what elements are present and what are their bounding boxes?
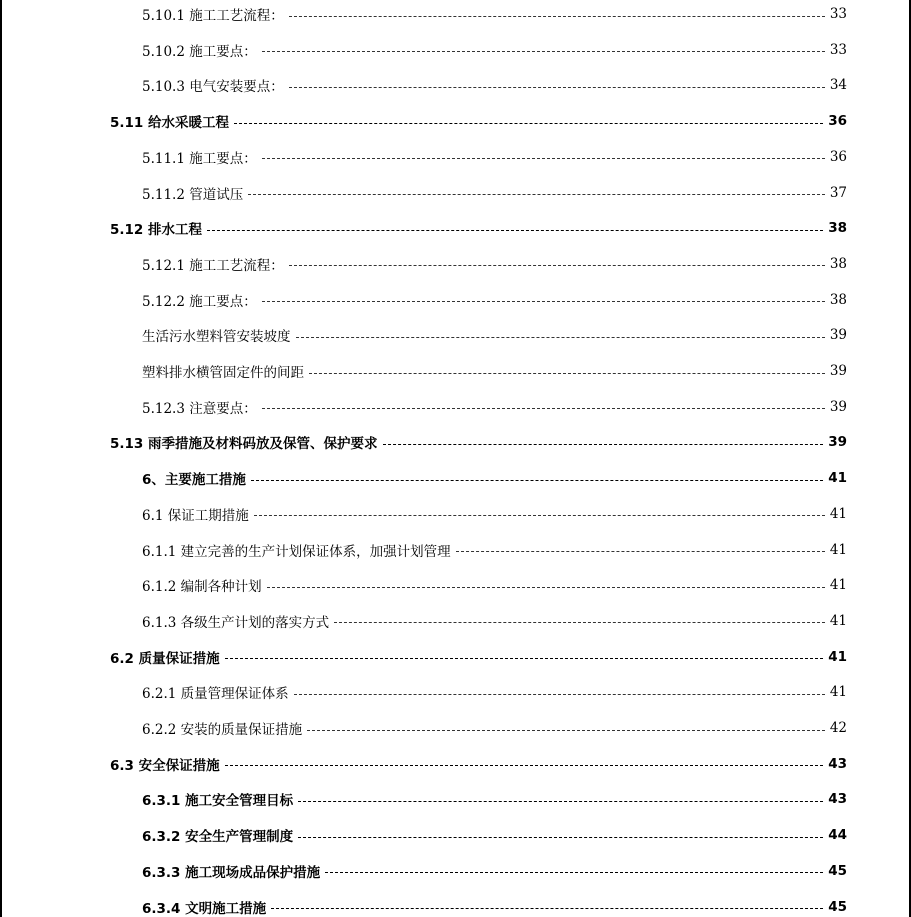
toc-entry-title: 6.2.2 安装的质量保证措施 [142, 722, 303, 738]
toc-entry[interactable] [142, 573, 847, 597]
toc-entry-page-number: 41 [829, 684, 847, 701]
toc-entry-page-number: 39 [829, 398, 847, 415]
toc-leader-dots [254, 515, 825, 516]
toc-entry-title: 6.3.2 安全生产管理制度 [142, 829, 294, 846]
toc-entry-title: 5.11 给水采暖工程 [110, 115, 230, 132]
toc-entry[interactable] [110, 430, 847, 454]
toc-entry-title: 6.3.3 施工现场成品保护措施 [142, 864, 321, 881]
toc-entry-title: 5.10.3 电气安装要点： [142, 79, 284, 96]
toc-entry-title: 6.3.1 施工安全管理目标 [142, 793, 294, 810]
toc-entry[interactable] [110, 109, 847, 133]
toc-entry-page-number: 41 [829, 577, 847, 594]
toc-entry[interactable] [142, 680, 847, 704]
toc-entry-title: 5.12.3 注意要点： [142, 400, 257, 417]
toc-entry[interactable] [142, 823, 847, 847]
toc-entry[interactable] [142, 181, 847, 205]
toc-entry-page-number: 33 [829, 6, 847, 22]
toc-entry[interactable] [142, 395, 847, 419]
toc-entry[interactable] [142, 359, 847, 383]
toc-entry-page-number: 38 [829, 255, 847, 272]
toc-leader-dots [456, 551, 825, 552]
toc-entry-title: 6.2.1 质量管理保证体系 [142, 686, 289, 703]
toc-entry-page-number: 41 [829, 612, 847, 629]
toc-entry-title: 6.1.1 建立完善的生产计划保证体系，加强计划管理 [142, 543, 451, 560]
toc-leader-dots [262, 301, 825, 302]
toc-entry[interactable] [142, 716, 847, 740]
toc-leader-dots [262, 408, 825, 409]
toc-entry-page-number: 41 [829, 541, 847, 558]
toc-entry[interactable] [142, 466, 847, 490]
toc-entry-title: 6.1.3 各级生产计划的落实方式 [142, 614, 330, 631]
toc-entry-title: 生活污水塑料管安装坡度 [142, 329, 291, 346]
toc-leader-dots [383, 444, 824, 445]
toc-entry[interactable] [142, 538, 847, 562]
toc-leader-dots [334, 622, 825, 623]
toc-entry-title: 5.10.1 施工工艺流程： [142, 8, 284, 24]
toc-entry[interactable] [142, 895, 847, 917]
toc-entry-page-number: 39 [828, 434, 847, 451]
toc-entry-page-number: 43 [828, 755, 847, 772]
toc-entry[interactable] [142, 252, 847, 276]
toc-entry[interactable] [142, 73, 847, 97]
toc-entry[interactable] [142, 609, 847, 633]
toc-entry-title: 6.1 保证工期措施 [142, 507, 249, 524]
toc-leader-dots [234, 123, 823, 124]
toc-entry-page-number: 45 [828, 898, 847, 915]
toc-leader-dots [251, 480, 823, 481]
toc-entry[interactable] [142, 2, 847, 26]
toc-leader-dots [289, 265, 825, 266]
toc-entry[interactable] [142, 502, 847, 526]
toc-entry-title: 5.11.1 施工要点： [142, 150, 257, 167]
toc-entry-page-number: 36 [829, 148, 847, 165]
toc-entry[interactable] [142, 787, 847, 811]
toc-leader-dots [267, 587, 825, 588]
toc-entry-title: 6.2 质量保证措施 [110, 650, 220, 667]
toc-entry[interactable] [110, 216, 847, 240]
toc-entry-title: 5.11.2 管道试压 [142, 186, 244, 203]
toc-entry[interactable] [142, 145, 847, 169]
toc-leader-dots [296, 337, 825, 338]
toc-leader-dots [309, 373, 825, 374]
toc-entry-page-number: 34 [829, 77, 847, 94]
toc-entry-page-number: 38 [829, 291, 847, 308]
toc-entry-page-number: 37 [829, 184, 847, 201]
toc-leader-dots [298, 801, 823, 802]
toc-entry-page-number: 43 [828, 791, 847, 808]
toc-entry-page-number: 38 [828, 220, 847, 237]
toc-entry-title: 6、主要施工措施 [142, 472, 246, 489]
toc-entry-title: 6.3 安全保证措施 [110, 757, 220, 774]
toc-leader-dots [289, 87, 825, 88]
toc-entry[interactable] [110, 752, 847, 776]
toc-entry-page-number: 33 [829, 41, 847, 58]
toc-entry-page-number: 45 [828, 862, 847, 879]
toc-entry-page-number: 41 [828, 648, 847, 665]
toc-entry-title: 6.1.2 编制各种计划 [142, 579, 262, 596]
toc-entry-page-number: 41 [829, 505, 847, 522]
toc-leader-dots [262, 51, 825, 52]
toc-entry-page-number: 41 [828, 470, 847, 487]
toc-leader-dots [325, 872, 823, 873]
toc-entry[interactable] [110, 645, 847, 669]
toc-leader-dots [225, 765, 824, 766]
toc-entry-title: 5.10.2 施工要点： [142, 43, 257, 60]
toc-entry-title: 6.3.4 文明施工措施 [142, 900, 267, 917]
toc-entry[interactable] [142, 859, 847, 883]
toc-leader-dots [307, 730, 825, 731]
toc-entry-title: 5.13 雨季措施及材料码放及保管、保护要求 [110, 436, 378, 453]
toc-entry-title: 5.12.2 施工要点： [142, 293, 257, 310]
toc-leader-dots [207, 230, 823, 231]
toc-entry-title: 塑料排水横管固定件的间距 [142, 365, 304, 381]
toc-entry-page-number: 39 [829, 327, 847, 344]
toc-leader-dots [298, 837, 823, 838]
toc-entry-page-number: 44 [828, 827, 847, 844]
toc-entry[interactable] [142, 323, 847, 347]
toc-leader-dots [289, 16, 825, 17]
toc-leader-dots [262, 158, 825, 159]
toc-entry-page-number: 39 [829, 363, 847, 379]
toc-entry[interactable] [142, 288, 847, 312]
toc-leader-dots [271, 908, 823, 909]
toc-entry-title: 5.12.1 施工工艺流程： [142, 257, 284, 274]
toc-entry[interactable] [142, 38, 847, 62]
toc-leader-dots [225, 658, 824, 659]
toc-entry-page-number: 42 [829, 720, 847, 736]
toc-leader-dots [294, 694, 825, 695]
toc-leader-dots [248, 194, 825, 195]
toc-entry-page-number: 36 [828, 113, 847, 130]
toc-entry-title: 5.12 排水工程 [110, 222, 203, 239]
